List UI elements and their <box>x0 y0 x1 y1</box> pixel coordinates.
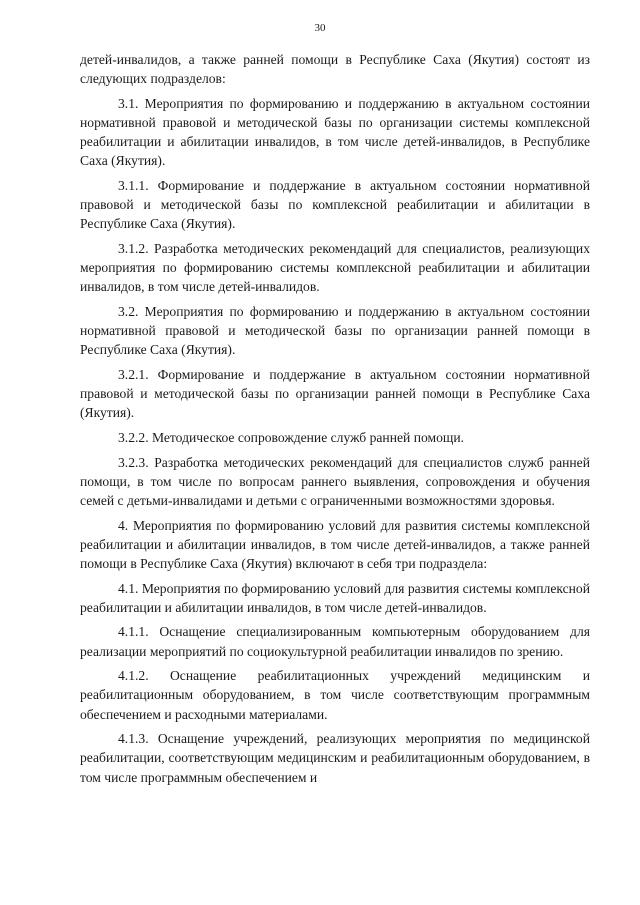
paragraph-3-1-2: 3.1.2. Разработка методических рекомендаций для специалистов, реализующих мероприятия по формированию системы комплексной реабилитации и абилитации инвалидов, в том числе детей-инвалидов. <box>80 241 590 295</box>
paragraph-4-1-1: 4.1.1. Оснащение специализированным компьютерным оборудованием для реализации мероприятий по социокультурной реабилитации инвалидов по зрению. <box>80 624 590 659</box>
paragraph-3-2: 3.2. Мероприятия по формированию и поддержанию в актуальном состоянии нормативной правовой и методической базы по организации ранней помощи в Республике Саха (Якутия). <box>80 304 590 358</box>
paragraph-3-2-3: 3.2.3. Разработка методических рекомендаций для специалистов служб ранней помощи, в том числе по вопросам раннего выявления, сопровождения и обучения семей с детьми-инвалидами и детьми с ограниченными возможностями здоровья. <box>80 454 590 508</box>
paragraph-3-1: 3.1. Мероприятия по формированию и поддержанию в актуальном состоянии нормативной правовой и методической базы по организации системы комплексной реабилитации и абилитации инвалидов, в том числе детей-инвалидов, в Республике Саха (Якутия). <box>80 95 590 169</box>
paragraph-3-2-1: 3.2.1. Формирование и поддержание в актуальном состоянии нормативной правовой и методической базы по организации ранней помощи в Республике Саха (Якутия). <box>80 367 590 421</box>
paragraph-3-2-2: 3.2.2. Методическое сопровождение служб ранней помощи. <box>118 430 465 445</box>
paragraph-4-1: 4.1. Мероприятия по формированию условий для развития системы комплексной реабилитации и абилитации инвалидов, в том числе детей-инвалидов. <box>80 580 590 615</box>
page-number: 30 <box>314 22 326 34</box>
paragraph-3-1-1: 3.1.1. Формирование и поддержание в актуальном состоянии нормативной правовой и методической базы по комплексной реабилитации и абилитации в Республике Саха (Якутия). <box>80 178 590 232</box>
paragraph-4-1-3: 4.1.3. Оснащение учреждений, реализующих мероприятия по медицинской реабилитации, соответствующим медицинским и реабилитационным оборудованием, в том числе программным обеспечением и <box>80 731 590 785</box>
paragraph-4-1-2: 4.1.2. Оснащение реабилитационных учреждений медицинским и реабилитационным оборудованием, в том числе соответствующим программным обеспечением и расходными материалами. <box>80 668 590 722</box>
paragraph-4: 4. Мероприятия по формированию условий для развития системы комплексной реабилитации и абилитации инвалидов, в том числе детей-инвалидов, а также ранней помощи в Республике Саха (Якутия) включают в себя три подраздела: <box>80 517 590 571</box>
paragraph-intro-continuation: детей-инвалидов, а также ранней помощи в Республике Саха (Якутия) состоят из следующих подразделов: <box>80 52 590 87</box>
document-body <box>80 50 590 789</box>
